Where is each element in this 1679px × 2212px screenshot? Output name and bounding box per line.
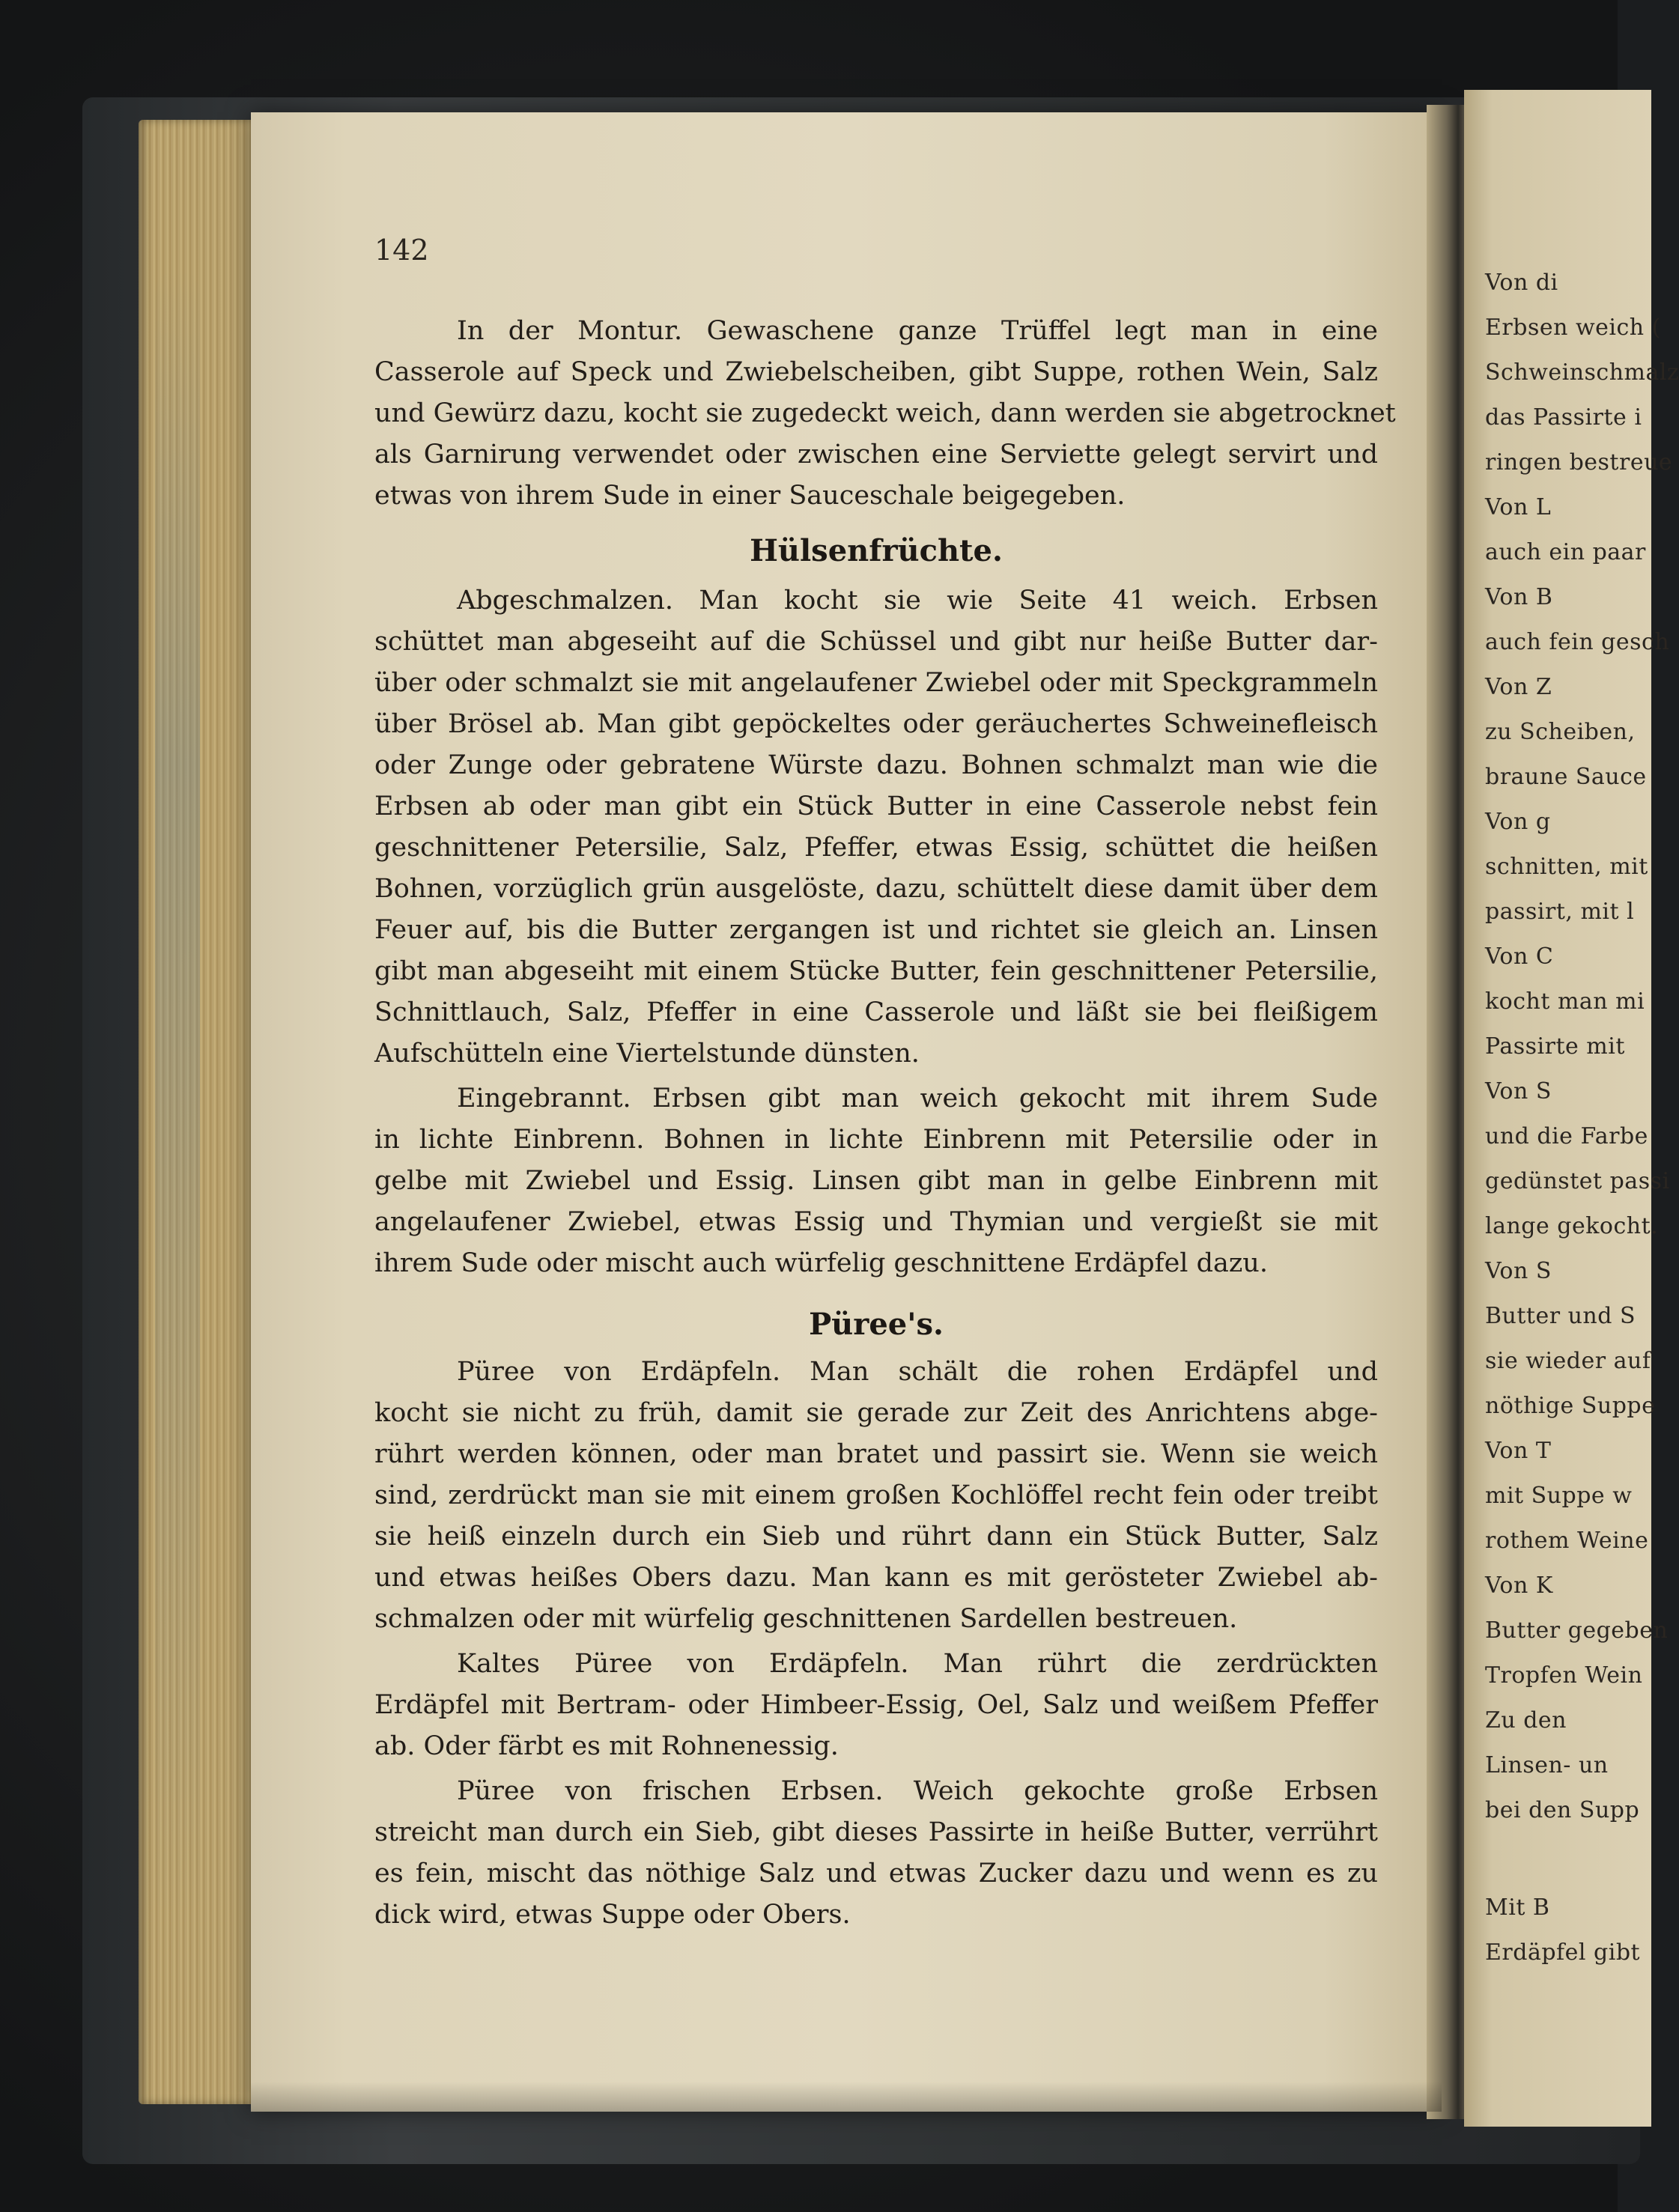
page-block-edge — [139, 120, 266, 2104]
page-bottom-shadow — [251, 2082, 1442, 2112]
text-line: streicht man durch ein Sieb, gibt dieses Passirte in heiße Butter, verrührt — [374, 1817, 1378, 1847]
facing-page-line: nöthige Suppe — [1485, 1393, 1656, 1419]
text-line: schüttet man abgeseiht auf die Schüssel und gibt nur heiße Butter dar- — [374, 627, 1378, 657]
facing-page-line: Von S — [1485, 1258, 1552, 1284]
facing-page-line: Butter und S — [1485, 1303, 1636, 1329]
right-facing-page — [1464, 90, 1679, 2127]
text-line: Bohnen, vorzüglich grün ausgelöste, dazu, schüttelt diese damit über dem — [374, 874, 1378, 904]
facing-page-line: Von T — [1485, 1438, 1552, 1464]
text-line: Püree von frischen Erbsen. Weich gekochte große Erbsen — [457, 1776, 1378, 1806]
text-line: schmalzen oder mit würfelig geschnittenen Sardellen bestreuen. — [374, 1604, 1238, 1634]
text-line: in lichte Einbrenn. Bohnen in lichte Einbrenn mit Petersilie oder in — [374, 1125, 1378, 1155]
facing-page-line: auch ein paar — [1485, 539, 1646, 565]
text-line: und Gewürz dazu, kocht sie zugedeckt weich, dann werden sie abgetrocknet — [374, 398, 1396, 428]
facing-page-line: und die Farbe — [1485, 1123, 1648, 1149]
facing-page-line: auch fein gesch — [1485, 629, 1670, 655]
text-line: rührt werden können, oder man bratet und passirt sie. Wenn sie weich — [374, 1439, 1378, 1469]
text-line: sind, zerdrückt man sie mit einem großen Kochlöffel recht fein oder treibt — [374, 1480, 1378, 1510]
facing-page-line: Von di — [1485, 270, 1558, 296]
facing-page-line: mit Suppe w — [1485, 1483, 1633, 1509]
text-line: Erdäpfel mit Bertram- oder Himbeer-Essig, Oel, Salz und weißem Pfeffer — [374, 1690, 1378, 1720]
facing-page-line: passirt, mit l — [1485, 899, 1635, 925]
facing-page-line: Von C — [1485, 944, 1554, 970]
text-line: Püree von Erdäpfeln. Man schält die rohen Erdäpfel und — [457, 1357, 1378, 1387]
text-line: Abgeschmalzen. Man kocht sie wie Seite 41 weich. Erbsen — [457, 586, 1378, 616]
text-line: etwas von ihrem Sude in einer Sauceschale beigegeben. — [374, 481, 1126, 511]
text-line: Erbsen ab oder man gibt ein Stück Butter in eine Casserole nebst fein — [374, 791, 1378, 821]
facing-page-line: das Passirte i — [1485, 404, 1642, 431]
text-line: Aufschütteln eine Viertelstunde dünsten. — [374, 1039, 920, 1069]
text-line: Feuer auf, bis die Butter zergangen ist und richtet sie gleich an. Linsen — [374, 915, 1378, 945]
text-line: über Brösel ab. Man gibt gepöckeltes oder geräuchertes Schweinefleisch — [374, 709, 1378, 739]
facing-page-line: sie wieder auf — [1485, 1348, 1651, 1374]
text-line: Kaltes Püree von Erdäpfeln. Man rührt die zerdrückten — [457, 1649, 1378, 1679]
facing-page-line: Schweinschmalz — [1485, 359, 1679, 386]
facing-page-line: Von Z — [1485, 674, 1552, 700]
section-heading: Püree's. — [809, 1307, 944, 1342]
facing-page-line: bei den Supp — [1485, 1797, 1640, 1823]
facing-page-line: Von g — [1485, 809, 1551, 835]
facing-page-line: Passirte mit — [1485, 1033, 1625, 1060]
text-line: über oder schmalzt sie mit angelaufener Zwiebel oder mit Speckgrammeln — [374, 668, 1378, 698]
facing-page-line: rothem Weine — [1485, 1528, 1649, 1554]
text-line: Schnittlauch, Salz, Pfeffer in eine Casserole und läßt sie bei fleißigem — [374, 997, 1378, 1027]
text-line: sie heiß einzeln durch ein Sieb und rührt dann ein Stück Butter, Salz — [374, 1522, 1378, 1552]
facing-page-line: Von B — [1485, 584, 1553, 610]
facing-page-line: Von K — [1485, 1573, 1553, 1599]
facing-page-line: gedünstet passi — [1485, 1168, 1670, 1194]
facing-page-line: ringen bestreue — [1485, 449, 1673, 475]
text-line: kocht sie nicht zu früh, damit sie gerade zur Zeit des Anrichtens abge- — [374, 1398, 1378, 1428]
facing-page-line: Erbsen weich ( — [1485, 315, 1661, 341]
text-line: Eingebrannt. Erbsen gibt man weich gekocht mit ihrem Sude — [457, 1084, 1378, 1113]
facing-page-line: schnitten, mit — [1485, 854, 1648, 880]
text-line: ihrem Sude oder mischt auch würfelig geschnittene Erdäpfel dazu. — [374, 1248, 1268, 1278]
text-line: es fein, mischt das nöthige Salz und etwas Zucker dazu und wenn es zu — [374, 1859, 1378, 1889]
text-line: gelbe mit Zwiebel und Essig. Linsen gibt man in gelbe Einbrenn mit — [374, 1166, 1378, 1196]
facing-page-line: kocht man mi — [1485, 988, 1645, 1015]
facing-page-line: Linsen- un — [1485, 1752, 1609, 1778]
facing-page-line: Erdäpfel gibt — [1485, 1939, 1641, 1966]
section-heading: Hülsenfrüchte. — [750, 533, 1003, 568]
facing-page-line: Mit B — [1485, 1895, 1550, 1921]
text-line: oder Zunge oder gebratene Würste dazu. Bohnen schmalzt man wie die — [374, 750, 1378, 780]
facing-page-line: Zu den — [1485, 1707, 1567, 1734]
facing-page-line: braune Sauce — [1485, 764, 1647, 790]
text-line: ab. Oder färbt es mit Rohnenessig. — [374, 1731, 839, 1761]
facing-page-line: Von L — [1485, 494, 1552, 520]
facing-page-line: Butter gegeben — [1485, 1617, 1669, 1644]
text-line: als Garnirung verwendet oder zwischen eine Serviette gelegt servirt und — [374, 440, 1378, 470]
text-line: geschnittener Petersilie, Salz, Pfeffer, etwas Essig, schüttet die heißen — [374, 833, 1378, 863]
text-line: angelaufener Zwiebel, etwas Essig und Thymian und vergießt sie mit — [374, 1207, 1378, 1237]
text-line: gibt man abgeseiht mit einem Stücke Butter, fein geschnittener Petersilie, — [374, 956, 1378, 986]
text-line: In der Montur. Gewaschene ganze Trüffel legt man in eine — [457, 316, 1378, 346]
text-line: und etwas heißes Obers dazu. Man kann es mit gerösteter Zwiebel ab- — [374, 1563, 1378, 1593]
facing-page-line: lange gekocht. — [1485, 1213, 1659, 1239]
facing-page-line: zu Scheiben, — [1485, 719, 1636, 745]
facing-page-line: Tropfen Wein — [1485, 1662, 1643, 1689]
text-line: Casserole auf Speck und Zwiebelscheiben, gibt Suppe, rothen Wein, Salz — [374, 357, 1378, 387]
page-number: 142 — [374, 234, 429, 267]
text-line: dick wird, etwas Suppe oder Obers. — [374, 1900, 851, 1930]
facing-page-line: Von S — [1485, 1078, 1552, 1105]
